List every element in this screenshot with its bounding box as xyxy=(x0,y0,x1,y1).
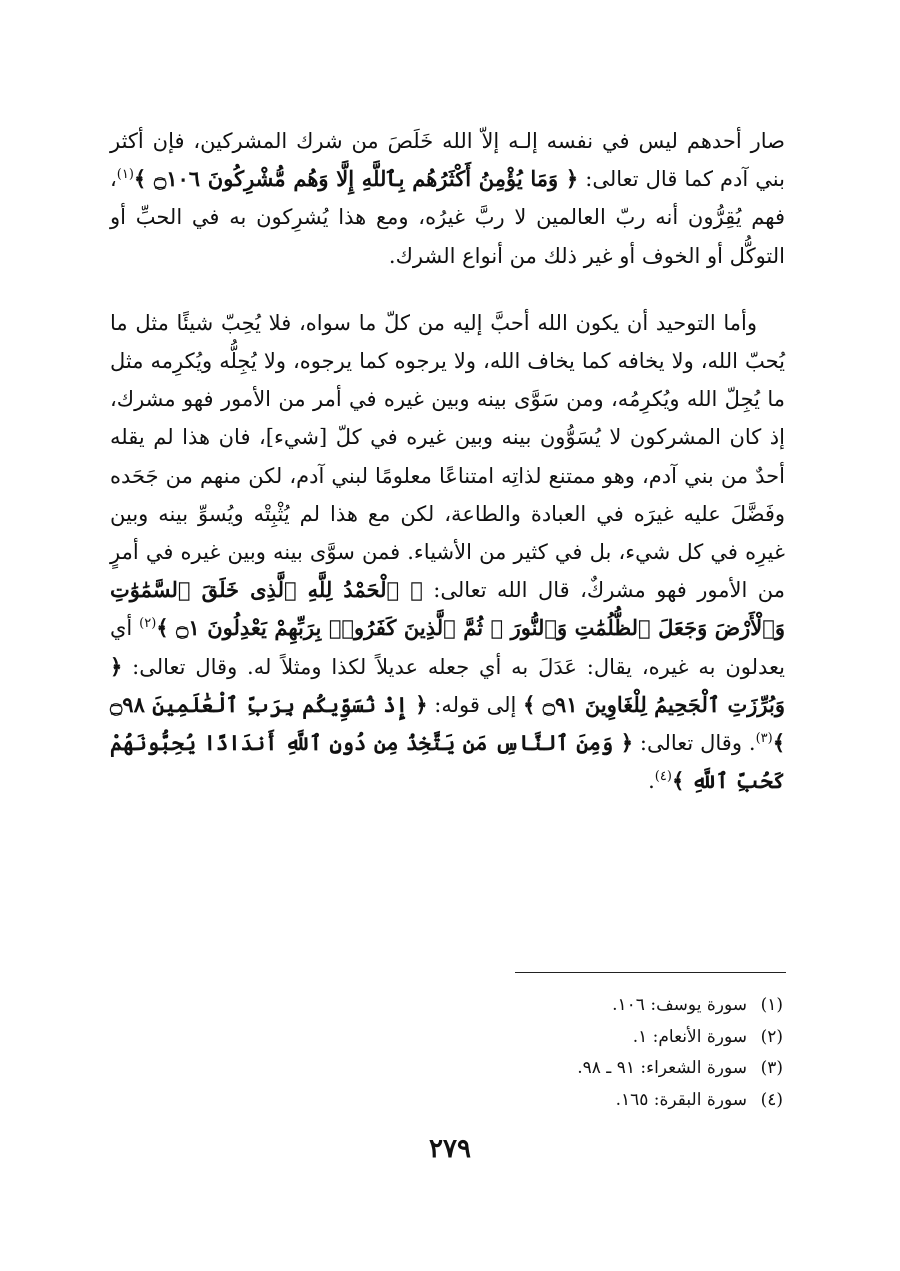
footnotes xyxy=(363,990,783,1116)
footnote-number: (١) xyxy=(760,995,783,1015)
footnote-text: سورة الأنعام: ١. xyxy=(632,1026,747,1047)
text-run: ، فهم يُقِرُّون أنه ربّ العالمين لا ربَّ غيرُه، ومع هذا يُشرِكون به في الحبِّ أو التوكُّل أو الخوف أو غير ذلك من أنواع الشرك. xyxy=(110,167,785,268)
quran-verse: ﴿ وَمِنَ ٱلنَّاسِ مَن يَتَّخِذُ مِن دُونِ ٱللَّهِ أَندَادًا يُحِبُّونَهُمْ كَحُبِّ ٱللَّهِ ﴾ xyxy=(110,730,785,794)
main-text xyxy=(110,122,785,800)
paragraph-1 xyxy=(110,122,785,275)
footnote-divider xyxy=(515,972,786,973)
footnote-3 xyxy=(363,1053,783,1085)
quran-verse: ﴿ وَمَا يُؤْمِنُ أَكْثَرُهُم بِٱللَّهِ إِلَّا وَهُم مُّشْرِكُونَ ۝١٠٦ ﴾ xyxy=(133,166,579,192)
footnote-reference: (٢) xyxy=(139,616,157,632)
footnote-2 xyxy=(363,1022,783,1054)
footnote-1 xyxy=(363,990,783,1022)
quran-verse: ﴿ ٱلْحَمْدُ لِلَّهِ ٱلَّذِى خَلَقَ ٱلسَّمَٰوَٰتِ وَٱلْأَرْضَ وَجَعَلَ ٱلظُّلُمَٰتِ وَٱلنُّورَ ۖ ثُمَّ ٱلَّذِينَ كَفَرُوا۟ بِرَبِّهِمْ يَعْدِلُونَ ۝١ ﴾ xyxy=(110,577,785,641)
text-run: أي يعدلون به غيره، يقال: عَدَلَ به أي جعله عديلاً لكذا ومثلاً له. وقال تعالى: xyxy=(110,616,785,679)
footnote-text: سورة يوسف: ١٠٦. xyxy=(612,995,747,1015)
footnote-text: سورة الشعراء: ٩١ ـ ٩٨. xyxy=(577,1058,747,1078)
quran-verse: ﴿ إِذْ نُسَوِّيكُم بِرَبِّ ٱلْعَٰلَمِينَ ۝٩٨ ﴾ xyxy=(110,691,786,756)
footnote-text: سورة البقرة: ١٦٥. xyxy=(615,1089,747,1110)
footnote-4 xyxy=(363,1085,783,1117)
footnote-reference: (٣) xyxy=(755,731,773,747)
paragraph-2 xyxy=(110,304,785,801)
text-run: . xyxy=(648,769,655,794)
page-number: ٢٧٩ xyxy=(429,1134,471,1164)
text-run: وأما التوحيد أن يكون الله أحبَّ إليه من كلّ ما سواه، فلا يُحِبّ شيئًا مثل ما يُحبّ الله، ولا يخافه كما يخاف الله، ولا يرجوه كما يرجوه، ولا يُجِلُّه ويُكرِمه مثل ما يُجِلّ الله ويُكرِمُه، ومن سَوَّى بينه وبين غيره في أمر من الأمور فهو مشرك، إذ كان المشركون لا يُسَوُّون بينه وبين غيره في كلّ [شيء]، فان هذا لم يقله أحدٌ من بني آدم، وهو ممتنع لذاتِه امتناعًا معلومًا لبني آدم، لكن منهم من جَحَده وفَضَّلَ عليه غيرَه في العبادة والطاعة، لكن مع هذا لم يُثْبِتْه ويُسوِّ بينه وبين غيرِه في كل شيء، بل في كثير من الأشياء. فمن سوَّى بينه وبين غيره في أمرٍ من الأمور فهو مشركٌ، قال الله تعالى: xyxy=(110,310,785,603)
quran-verse: ﴿ وَبُرِّزَتِ ٱلْجَحِيمُ لِلْغَاوِينَ ۝٩١ ﴾ xyxy=(110,653,786,717)
footnote-reference: (١) xyxy=(116,167,134,183)
text-run: إلى قوله: xyxy=(427,692,524,717)
text-run: . وقال تعالى: xyxy=(633,731,756,756)
footnote-number: (٤) xyxy=(760,1089,783,1110)
footnote-number: (٢) xyxy=(760,1026,783,1047)
footnote-number: (٣) xyxy=(760,1058,783,1078)
footnote-reference: (٤) xyxy=(654,769,672,785)
text-run: صار أحدهم ليس في نفسه إلـه إلاّ الله خَلَصَ من شرك المشركين، فإن أكثر بني آدم كما قال تعالى: xyxy=(110,129,785,192)
